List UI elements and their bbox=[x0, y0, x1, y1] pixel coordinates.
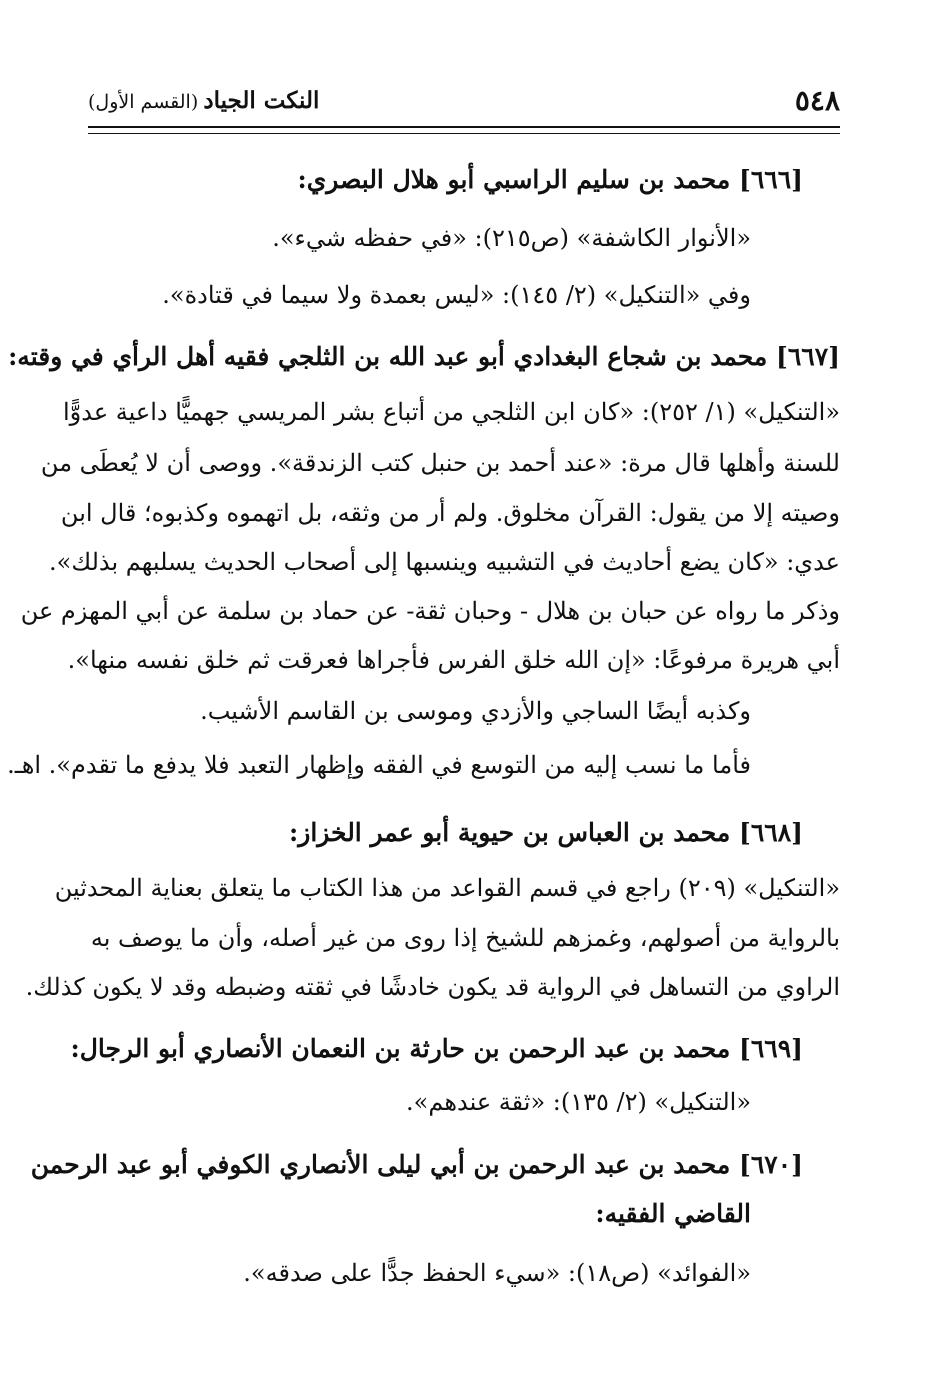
text-line: الراوي من التساهل في الرواية قد يكون خادشًا في ثقته وضبطه وقد لا يكون كذلك. bbox=[25, 973, 840, 1001]
text-line: للسنة وأهلها قال مرة: «عند أحمد بن حنبل كتب الزندقة». ووصى أن لا يُعطَى من bbox=[40, 449, 840, 477]
text-line: «الفوائد» (ص١٨): «سيء الحفظ جدًّا على صدقه». bbox=[243, 1259, 751, 1287]
text-line: «التنكيل» (٢٠٩) راجع في قسم القواعد من هذا الكتاب ما يتعلق بعناية المحدثين bbox=[54, 874, 840, 902]
section-label: (القسم الأول) bbox=[88, 91, 199, 113]
text-line: فأما ما نسب إليه من التوسع في الفقه وإظهار التعبد فلا يدفع ما تقدم». اهـ. bbox=[7, 751, 751, 779]
text-line: «الأنوار الكاشفة» (ص٢١٥): «في حفظه شيء». bbox=[272, 224, 751, 252]
text-line: وذكر ما رواه عن حبان بن هلال - وحبان ثقة- عن حماد بن سلمة عن أبي المهزم عن bbox=[20, 597, 840, 625]
header-rule-thick bbox=[88, 126, 840, 128]
entry-heading-670-cont: القاضي الفقيه: bbox=[595, 1199, 751, 1228]
page-header bbox=[88, 80, 840, 122]
entry-heading-666: [٦٦٦] محمد بن سليم الراسبي أبو هلال البصري: bbox=[297, 165, 803, 194]
text-line: «التنكيل» (٢/ ١٣٥): «ثقة عندهم». bbox=[406, 1088, 751, 1116]
running-title bbox=[88, 80, 319, 124]
text-line: أبي هريرة مرفوعًا: «إن الله خلق الفرس فأجراها فعرقت ثم خلق نفسه منها». bbox=[67, 646, 840, 674]
text-line: وكذبه أيضًا الساجي والأزدي وموسى بن القاسم الأشيب. bbox=[200, 697, 751, 725]
entry-heading-669: [٦٦٩] محمد بن عبد الرحمن بن حارثة بن النعمان الأنصاري أبو الرجال: bbox=[70, 1034, 803, 1063]
book-title: النكت الجياد bbox=[203, 87, 320, 114]
text-line: بالرواية من أصولهم، وغمزهم للشيخ إذا روى من غير أصله، وأن ما يوصف به bbox=[90, 924, 840, 952]
text-line: «التنكيل» (١/ ٢٥٢): «كان ابن الثلجي من أتباع بشر المريسي جهميًّا داعية عدوًّا bbox=[62, 398, 840, 426]
text-line: وصيته إلا من يقول: القرآن مخلوق. ولم أر من وثقه، بل اتهموه وكذبوه؛ قال ابن bbox=[60, 499, 840, 527]
entry-heading-667: [٦٦٧] محمد بن شجاع البغدادي أبو عبد الله بن الثلجي فقيه أهل الرأي في وقته: bbox=[8, 342, 840, 371]
header-rule-thin bbox=[88, 133, 840, 134]
text-line: وفي «التنكيل» (٢/ ١٤٥): «ليس بعمدة ولا سيما في قتادة». bbox=[162, 281, 751, 309]
page-number: ٥٤٨ bbox=[794, 84, 840, 117]
entry-heading-668: [٦٦٨] محمد بن العباس بن حيوية أبو عمر الخزاز: bbox=[289, 818, 803, 847]
text-line: عدي: «كان يضع أحاديث في التشبيه وينسبها إلى أصحاب الحديث يسلبهم بذلك». bbox=[49, 548, 840, 576]
entry-heading-670: [٦٧٠] محمد بن عبد الرحمن بن أبي ليلى الأنصاري الكوفي أبو عبد الرحمن bbox=[30, 1150, 803, 1179]
